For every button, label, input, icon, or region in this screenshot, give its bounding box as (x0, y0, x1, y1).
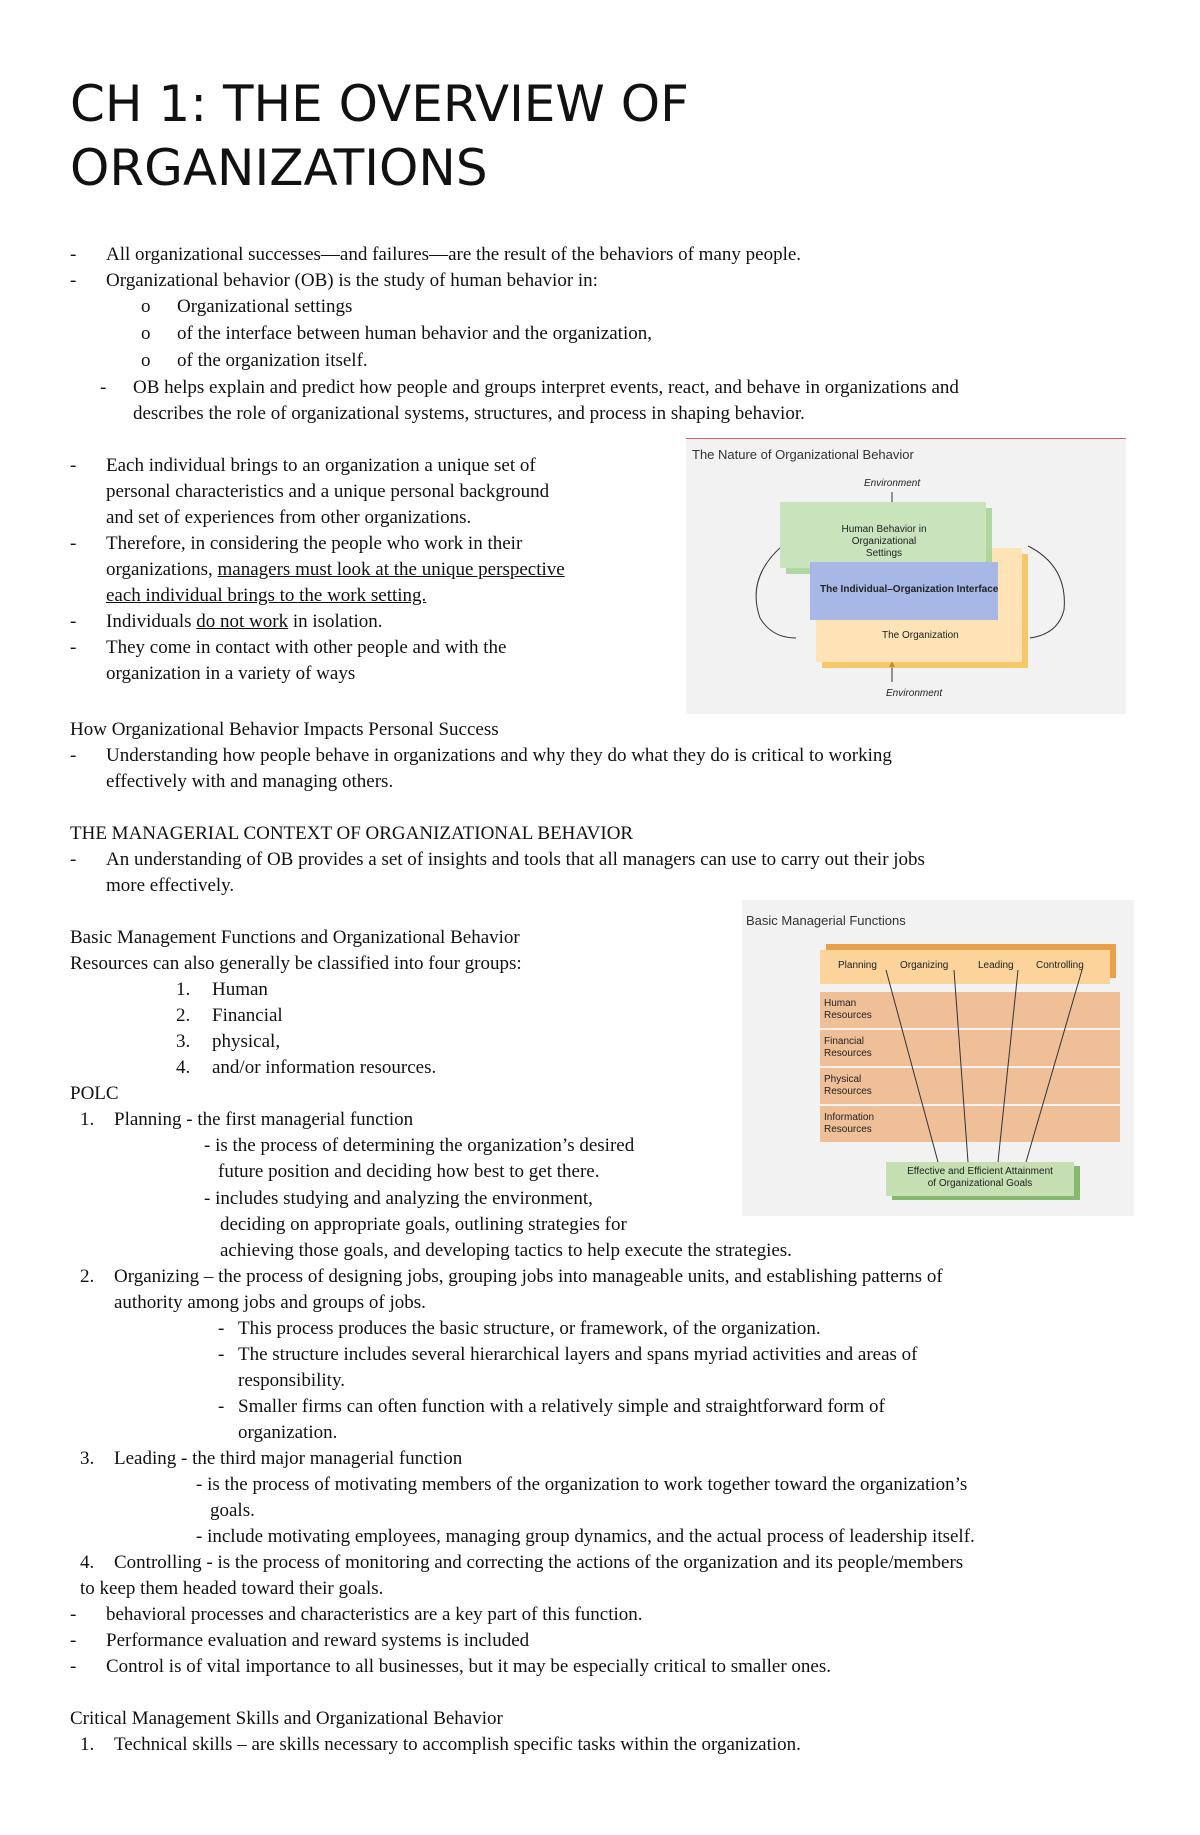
section-heading: POLC (70, 1083, 119, 1104)
planning-detail-2-line-3: achieving those goals, and developing tactics to help execute the strategies. (220, 1240, 792, 1261)
list-number: 1. (80, 1109, 95, 1130)
managerial-line-2: more effectively. (106, 875, 235, 896)
organizing-line-1: Organizing – the process of designing jobs, grouping jobs into manageable units, and establishing patterns of (114, 1266, 943, 1287)
organizing-point-1: This process produces the basic structure, or framework, of the organization. (238, 1318, 821, 1339)
text-run: Physical (824, 1074, 862, 1085)
intro-bullet-2: Organizational behavior (OB) is the study of human behavior in: (106, 270, 598, 291)
leading-line: Leading - the third major managerial function (114, 1448, 463, 1469)
arrow-planning (886, 970, 938, 1162)
goals-label (892, 1166, 1068, 1190)
organizing-point-2-line-2: responsibility. (238, 1370, 345, 1391)
arrow-leading (998, 970, 1018, 1162)
list-number: 2. (176, 1005, 191, 1026)
personal-line-1: Understanding how people behave in organizations and why they do what they do is critical to working (106, 745, 892, 766)
controlling-point-3: Control is of vital importance to all businesses, but it may be especially critical to smaller ones. (106, 1656, 831, 1677)
bullet-dash: - (70, 533, 77, 554)
bullet-dash: - (70, 1630, 77, 1651)
organization-label: The Organization (882, 630, 959, 641)
planning-line: Planning - the first managerial function (114, 1109, 414, 1130)
resources-intro: Resources can also generally be classified into four groups: (70, 953, 522, 974)
skill-item-1: Technical skills – are skills necessary to accomplish specific tasks within the organization. (114, 1734, 801, 1755)
environment-label-bottom: Environment (886, 688, 943, 699)
leading-detail-1-line-1: - is the process of motivating members of the organization to work together toward the organization’s (196, 1474, 968, 1495)
section-heading: Basic Management Functions and Organizational Behavior (70, 927, 520, 948)
bullet-dash: - (218, 1318, 225, 1339)
underlined-text: do not work (196, 611, 289, 632)
intro-sub-3: of the organization itself. (177, 350, 368, 371)
human-behavior-label (834, 524, 934, 560)
list-number: 2. (80, 1266, 95, 1287)
text-run: Resources (824, 1048, 872, 1059)
bullet-dash: - (70, 849, 77, 870)
personal-line-2: effectively with and managing others. (106, 771, 394, 792)
organizing-line-2: authority among jobs and groups of jobs. (114, 1292, 426, 1313)
page-title (70, 72, 689, 200)
list-number: 1. (176, 979, 191, 1000)
section-heading: THE MANAGERIAL CONTEXT OF ORGANIZATIONAL BEHAVIOR (70, 823, 634, 844)
planning-detail-2-line-2: deciding on appropriate goals, outlining strategies for (220, 1214, 627, 1235)
text-run: Information (824, 1112, 875, 1123)
function-leading: Leading (978, 960, 1014, 971)
controlling-line-2: to keep them headed toward their goals. (80, 1578, 384, 1599)
text-run: of Organizational Goals (927, 1178, 1033, 1189)
resource-item-2: Financial (212, 1005, 283, 1026)
bullet-dash: - (70, 270, 77, 291)
leading-detail-1-line-2: goals. (210, 1500, 255, 1521)
cycle-arrow-right (1028, 546, 1064, 638)
leading-detail-2: - include motivating employees, managing group dynamics, and the actual process of leadership itself. (196, 1526, 975, 1547)
bullet-dash: - (100, 377, 107, 398)
figure-nature-of-ob (686, 438, 1126, 714)
bullet-dash: - (70, 745, 77, 766)
individual-line-8: They come in contact with other people and with the (106, 637, 507, 658)
bullet-dash: - (70, 244, 77, 265)
list-number: 3. (176, 1031, 191, 1052)
bullet-dash: - (70, 637, 77, 658)
figure-basic-managerial-functions (742, 900, 1134, 1216)
text-run: Human Behavior in (841, 524, 927, 535)
list-number: 4. (80, 1552, 95, 1573)
planning-detail-2-line-1: - includes studying and analyzing the environment, (204, 1188, 593, 1209)
list-number: 4. (176, 1057, 191, 1078)
managerial-line-1: An understanding of OB provides a set of insights and tools that all managers can use to carry out their jobs (106, 849, 925, 870)
controlling-point-2: Performance evaluation and reward systems is included (106, 1630, 530, 1651)
text-run: Financial (824, 1036, 865, 1047)
function-controlling: Controlling (1036, 960, 1084, 971)
text-run: Individuals (106, 611, 197, 632)
organizing-point-2-line-1: The structure includes several hierarchical layers and spans myriad activities and areas of (238, 1344, 918, 1365)
planning-detail-1-line-2: future position and deciding how best to get there. (218, 1161, 600, 1182)
figure-title: The Nature of Organizational Behavior (692, 447, 914, 462)
title-line-2: ORGANIZATIONS (70, 139, 488, 197)
individual-line-1: Each individual brings to an organization a unique set of (106, 455, 536, 476)
individual-line-2: personal characteristics and a unique personal background (106, 481, 550, 502)
section-heading: How Organizational Behavior Impacts Personal Success (70, 719, 499, 740)
controlling-point-1: behavioral processes and characteristics are a key part of this function. (106, 1604, 643, 1625)
figure-title: Basic Managerial Functions (746, 913, 906, 928)
text-run: Resources (824, 1010, 872, 1021)
bullet-dash: - (70, 455, 77, 476)
individual-line-3: and set of experiences from other organizations. (106, 507, 472, 528)
individual-line-5 (106, 557, 565, 583)
text-run: Resources (824, 1124, 872, 1135)
organizing-point-3-line-2: organization. (238, 1422, 338, 1443)
underlined-text: managers must look at the unique perspective (217, 559, 565, 580)
text-run: Resources (824, 1086, 872, 1097)
text-run: Organizational Settings (851, 536, 917, 559)
section-heading: Critical Management Skills and Organizational Behavior (70, 1708, 503, 1729)
title-line-1: CH 1: THE OVERVIEW OF (70, 75, 689, 133)
individual-line-9: organization in a variety of ways (106, 663, 356, 684)
sub-bullet-marker: o (141, 296, 151, 317)
individual-line-7 (106, 609, 383, 635)
intro-sub-2: of the interface between human behavior and the organization, (177, 323, 652, 344)
function-planning: Planning (838, 960, 877, 971)
sub-bullet-marker: o (141, 323, 151, 344)
text-run: Human (824, 998, 857, 1009)
resource-item-4: and/or information resources. (212, 1057, 437, 1078)
list-number: 1. (80, 1734, 95, 1755)
organizing-point-3-line-1: Smaller firms can often function with a relatively simple and straightforward form of (238, 1396, 885, 1417)
text-run: Effective and Efficient Attainment (907, 1166, 1053, 1177)
intro-bullet-3-line-1: OB helps explain and predict how people and groups interpret events, react, and behave in organizations and (133, 377, 959, 398)
individual-line-4: Therefore, in considering the people who work in their (106, 533, 523, 554)
environment-label-top: Environment (864, 478, 921, 489)
text-run: in isolation. (288, 611, 383, 632)
individual-line-6: each individual brings to the work setting. (106, 585, 427, 606)
resource-item-3: physical, (212, 1031, 281, 1052)
bullet-dash: - (218, 1396, 225, 1417)
interface-label: The Individual–Organization Interface (820, 584, 999, 595)
intro-bullet-3-line-2: describes the role of organizational systems, structures, and process in shaping behavior. (133, 403, 805, 424)
planning-detail-1-line-1: - is the process of determining the organization’s desired (204, 1135, 635, 1156)
function-organizing: Organizing (900, 960, 949, 971)
text-run: organizations, (106, 559, 218, 580)
bullet-dash: - (70, 1656, 77, 1677)
controlling-line-1: Controlling - is the process of monitoring and correcting the actions of the organization and its people/members (114, 1552, 964, 1573)
intro-sub-1: Organizational settings (177, 296, 353, 317)
intro-bullet-1: All organizational successes—and failures—are the result of the behaviors of many people. (106, 244, 802, 265)
resource-item-1: Human (212, 979, 268, 1000)
arrow-organizing (954, 970, 968, 1162)
arrow-controlling (1026, 970, 1082, 1162)
bullet-dash: - (70, 1604, 77, 1625)
bullet-dash: - (218, 1344, 225, 1365)
sub-bullet-marker: o (141, 350, 151, 371)
bullet-dash: - (70, 611, 77, 632)
list-number: 3. (80, 1448, 95, 1469)
